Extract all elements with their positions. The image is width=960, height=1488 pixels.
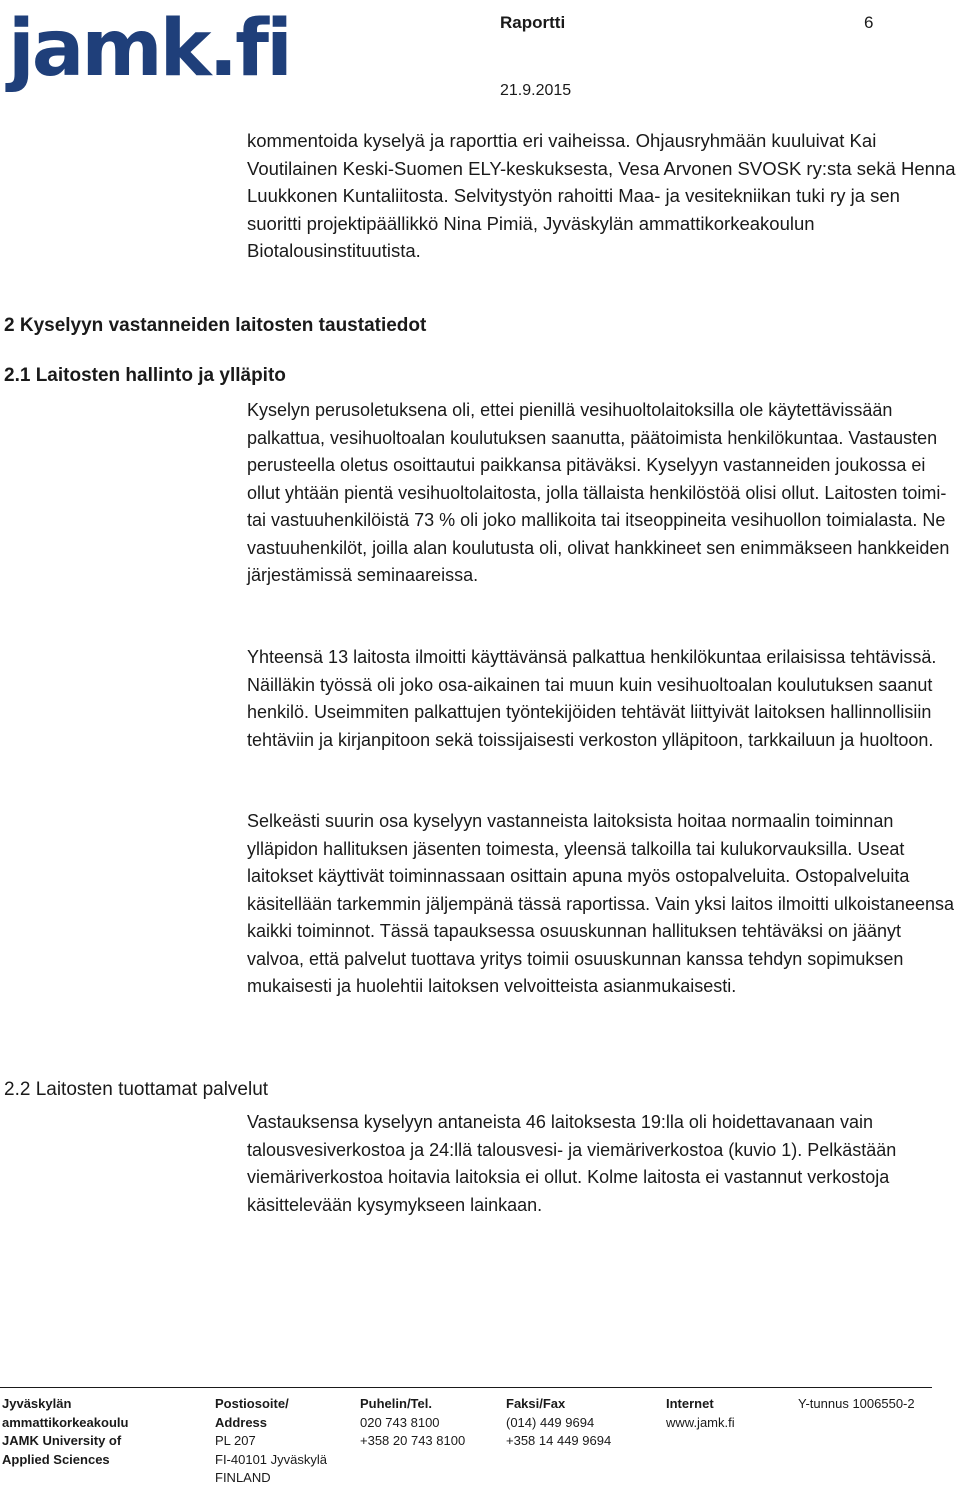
footer-label: Address (215, 1414, 268, 1430)
footer-business-id (798, 1395, 915, 1414)
section-heading-2: 2 Kyselyyn vastanneiden laitosten taustatiedot (4, 315, 427, 336)
intro-paragraph: kommentoida kyselyä ja raporttia eri vaiheissa. Ohjausryhmään kuuluivat Kai Voutilainen Keski-Suomen ELY-keskuksesta, Vesa Arvonen SVOSK ry:sta sekä Henna Luukkonen Kuntaliitosta. Selvitystyön rahoitti Maa- ja vesitekniikan tuki ry ja sen suoritti projektipäällikkö Nina Pimiä, Jyväskylän ammattikorkeakoulun Biotalousinstituutista. (247, 130, 956, 261)
subsection-heading-2-1: 2.1 Laitosten hallinto ja ylläpito (4, 365, 286, 386)
footer-line: +358 14 449 9694 (506, 1433, 612, 1448)
footer-line: JAMK University of (2, 1433, 122, 1448)
footer-line: Jyväskylän (2, 1396, 72, 1411)
footer-line: FINLAND (215, 1470, 271, 1485)
page-number: 6 (864, 13, 874, 32)
footer-line: ammattikorkeakoulu (2, 1414, 129, 1430)
footer-fax (506, 1395, 611, 1451)
footer-line: Applied Sciences (2, 1451, 110, 1467)
document-type: Raportti (500, 13, 566, 32)
footer-link[interactable]: www.jamk.fi (666, 1414, 735, 1430)
footer-label: Puhelin/Tel. (360, 1396, 432, 1411)
footer-line: (014) 449 9694 (506, 1414, 595, 1430)
footer-label: Internet (666, 1396, 714, 1411)
footer-line: 020 743 8100 (360, 1414, 440, 1430)
body-paragraph: Selkeästi suurin osa kyselyyn vastanneista laitoksista hoitaa normaalin toiminnan ylläpidon hallituksen jäsenten toimesta, yleensä talkoilla tai kulukorvauksilla. Useat laitokset käyttivät toiminnassaan osittain apuna myös ostopalveluita. Ostopalveluita käsitellään tarkemmin jäljempänä tässä raportissa. Vain yksi laitos ilmoitti ulkoistaneensa kaikki toiminnot. Tässä tapauksessa osuuskunnan hallituksen tehtäväksi on jäänyt valvoa, että palvelut tuottava yritys toimii osuuskunnan kanssa tehdyn sopimuksen mukaisesti ja huolehtii laitoksen velvoitteista asianmukaisesti. (247, 811, 954, 996)
footer-organization (2, 1395, 128, 1469)
document-date: 21.9.2015 (500, 82, 572, 99)
footer-phone (360, 1395, 465, 1451)
jamk-logo: jamk.fi (8, 4, 290, 94)
footer-divider (0, 1387, 932, 1388)
footer-line: +358 20 743 8100 (360, 1433, 466, 1448)
body-paragraph: Yhteensä 13 laitosta ilmoitti käyttävänsä palkattua henkilökuntaa erilaisissa tehtävissä. Näilläkin työssä oli joko osa-aikainen tai muun kuin vesihuoltoalan koulutuksen saanut henkilö. Useimmiten palkattujen työntekijöiden tehtävät liittyivät laitoksen hallinnollisiin tehtäviin ja kirjanpitoon sekä toissijaisesti verkoston ylläpitoon, tarkkailuun ja huoltoon. (247, 647, 937, 750)
body-paragraph: Kyselyn perusoletuksena oli, ettei pienillä vesihuoltolaitoksilla ole käytettävissään palkattua, vesihuoltoalan koulutuksen saanutta, päätoimista henkilökuntaa. Vastausten perusteella oletus osoittautui paikkansa pitäväksi. Kyselyyn vastanneiden joukossa ei ollut yhtään pientä vesihuoltolaitosta, jolla tällaista henkilöstöä olisi ollut. Laitosten toimi- tai vastuuhenkilöistä 73 % oli joko mallikoita tai itseoppineita vesihuollon toimialasta. Ne vastuuhenkilöt, joilla alan koulutusta oli, olivat hankkineet sen enimmäkseen hankkeiden järjestämissä seminaareissa. (247, 400, 950, 585)
subsection-heading-2-2: 2.2 Laitosten tuottamat palvelut (4, 1079, 269, 1100)
footer-address (215, 1395, 327, 1488)
footer-line: FI-40101 Jyväskylä (215, 1451, 327, 1467)
footer-label: Faksi/Fax (506, 1396, 566, 1411)
footer-internet (666, 1395, 735, 1432)
footer-line: PL 207 (215, 1433, 256, 1448)
body-paragraph: Vastauksensa kyselyyn antaneista 46 laitoksesta 19:lla oli hoidettavanaan vain talousvesiverkostoa ja 24:llä talousvesi- ja viemäriverkostoa (kuvio 1). Pelkästään viemäriverkostoa hoitavia laitoksia ei ollut. Kolme laitosta ei vastannut verkostoja käsittelevään kysymykseen lainkaan. (247, 1112, 897, 1215)
footer-label: Postiosoite/ (215, 1396, 289, 1411)
footer-line: Y-tunnus 1006550-2 (798, 1396, 915, 1411)
